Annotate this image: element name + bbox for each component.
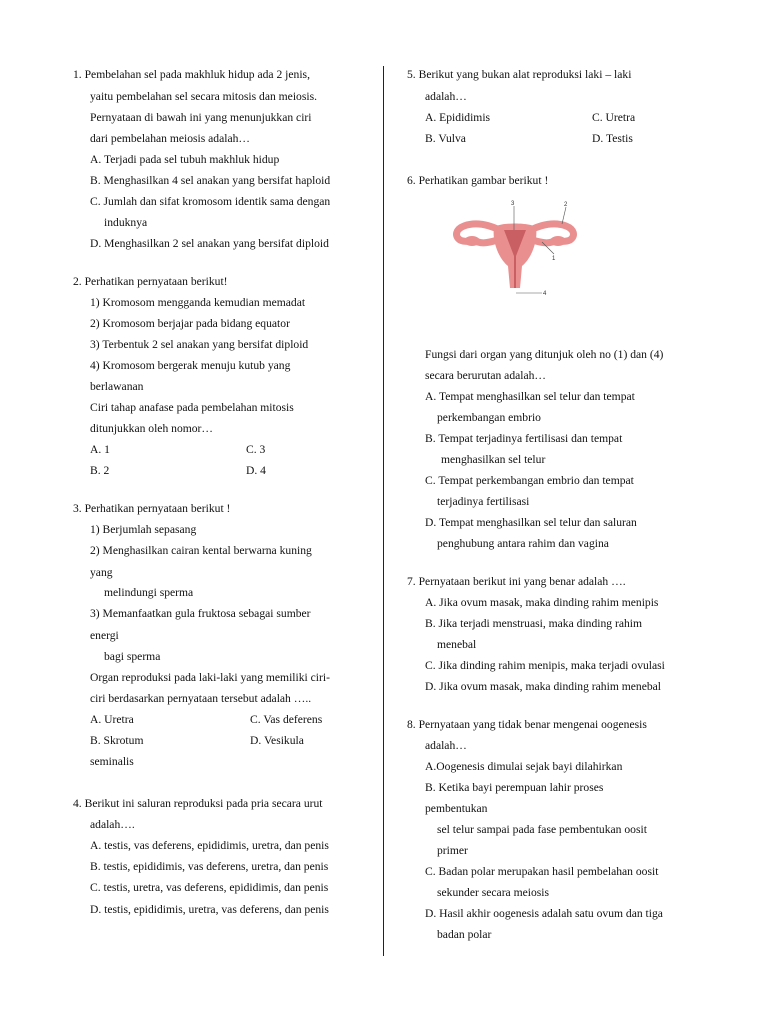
right-text-line: pembentukan [425, 802, 488, 815]
pointer-2 [562, 207, 566, 224]
left-text-line: C. Vas deferens [250, 713, 323, 726]
left-text-line: Organ reproduksi pada laki-laki yang memiliki ciri- [90, 671, 330, 684]
right-text-line: sel telur sampai pada fase pembentukan oosit [437, 823, 647, 836]
left-text-line: yaitu pembelahan sel secara mitosis dan meiosis. [90, 90, 317, 103]
right-text-line: C. Badan polar merupakan hasil pembelahan oosit [425, 865, 659, 878]
left-text-line: B. 2 [90, 464, 110, 477]
figure-label-1: 1 [552, 256, 556, 262]
left-text-line: 2) Kromosom berjajar pada bidang equator [90, 317, 290, 330]
left-text-line: ditunjukkan oleh nomor… [90, 422, 214, 435]
column-divider [383, 66, 384, 956]
left-text-line: 3) Terbentuk 2 sel anakan yang bersifat diploid [90, 338, 309, 351]
figure-label-4: 4 [543, 291, 547, 297]
right-text-line: C. Tempat perkembangan embrio dan tempat [425, 474, 634, 487]
left-text-line: 2. Perhatikan pernyataan berikut! [73, 275, 228, 288]
left-text-line: C. 3 [246, 443, 266, 456]
right-text-line: A. Tempat menghasilkan sel telur dan tempat [425, 390, 635, 403]
left-text-line: bagi sperma [104, 650, 161, 663]
left-text-line: Ciri tahap anafase pada pembelahan mitosis [90, 401, 294, 414]
left-text-line: D. Menghasilkan 2 sel anakan yang bersifat diploid [90, 237, 329, 250]
left-text-line: yang [90, 566, 113, 579]
left-text-line: 2) Menghasilkan cairan kental berwarna kuning [90, 544, 312, 557]
left-text-line: 4. Berikut ini saluran reproduksi pada pria secara urut [73, 797, 323, 810]
right-text-line: D. Jika ovum masak, maka dinding rahim menebal [425, 680, 662, 693]
left-text-line: Pernyataan di bawah ini yang menunjukkan ciri [90, 111, 312, 124]
left-text-line: melindungi sperma [104, 586, 194, 599]
figure-label-2: 2 [564, 202, 568, 208]
left-ovary [464, 236, 480, 246]
right-text-line: adalah… [425, 739, 467, 752]
left-text-line: adalah…. [90, 818, 135, 831]
right-text-line: A. Jika ovum masak, maka dinding rahim menipis [425, 596, 659, 609]
left-text-line: induknya [104, 216, 148, 229]
right-text-line: sekunder secara meiosis [437, 886, 550, 899]
right-text-line: A.Oogenesis dimulai sejak bayi dilahirkan [425, 760, 623, 773]
left-text-line: 1) Kromosom mengganda kemudian memadat [90, 296, 306, 309]
right-text-line: 6. Perhatikan gambar berikut ! [407, 174, 549, 187]
right-text-line: B. Tempat terjadinya fertilisasi dan tempat [425, 432, 623, 445]
right-text-line: B. Ketika bayi perempuan lahir proses [425, 781, 604, 794]
left-text-line: A. testis, vas deferens, epididimis, uretra, dan penis [90, 839, 329, 852]
left-text-line: A. Uretra [90, 713, 134, 726]
left-text-line: 3. Perhatikan pernyataan berikut ! [73, 502, 231, 515]
right-text-line: primer [437, 844, 468, 857]
left-text-line: A. 1 [90, 443, 110, 456]
left-text-line: D. 4 [246, 464, 266, 477]
right-text-line: C. Jika dinding rahim menipis, maka terjadi ovulasi [425, 659, 665, 672]
right-text-line: 8. Pernyataan yang tidak benar mengenai oogenesis [407, 718, 647, 731]
right-text-line: D. Tempat menghasilkan sel telur dan saluran [425, 516, 637, 529]
left-text-line: B. Skrotum [90, 734, 144, 747]
left-text-line: B. Menghasilkan 4 sel anakan yang bersifat haploid [90, 174, 331, 187]
right-text-line: penghubung antara rahim dan vagina [437, 537, 609, 550]
left-text-line: B. testis, epididimis, vas deferens, uretra, dan penis [90, 860, 329, 873]
right-text-line: menebal [437, 638, 477, 651]
right-text-line: menghasilkan sel telur [441, 453, 546, 466]
left-text-line: C. Jumlah dan sifat kromosom identik sama dengan [90, 195, 331, 208]
left-text-line: ciri berdasarkan pernyataan tersebut adalah ….. [90, 692, 312, 705]
left-text-line: 1) Berjumlah sepasang [90, 523, 197, 536]
right-text-line: Fungsi dari organ yang ditunjuk oleh no (1) dan (4) [425, 348, 664, 361]
left-text-line: A. Terjadi pada sel tubuh makhluk hidup [90, 153, 280, 166]
right-text-line: 5. Berikut yang bukan alat reproduksi laki – laki [407, 68, 632, 81]
right-text-line: A. Epididimis [425, 111, 491, 124]
left-text-line: D. Vesikula [250, 734, 304, 747]
left-text-line: 3) Memanfaatkan gula fruktosa sebagai sumber [90, 607, 311, 620]
uterus-diagram [450, 196, 580, 302]
figure-label-3: 3 [511, 201, 515, 207]
left-text-line: dari pembelahan meiosis adalah… [90, 132, 251, 145]
left-text-line: 4) Kromosom bergerak menuju kutub yang [90, 359, 291, 372]
right-ovary [550, 236, 566, 246]
right-text-line: perkembangan embrio [437, 411, 541, 424]
uterus-figure [450, 196, 580, 302]
right-text-line: D. Testis [592, 132, 633, 145]
left-text-line: D. testis, epididimis, uretra, vas deferens, dan penis [90, 903, 329, 916]
cervical-canal [514, 256, 516, 288]
right-text-line: 7. Pernyataan berikut ini yang benar adalah …. [407, 575, 626, 588]
left-text-line: berlawanan [90, 380, 144, 393]
right-text-line: D. Hasil akhir oogenesis adalah satu ovum dan tiga [425, 907, 663, 920]
left-text-line: C. testis, uretra, vas deferens, epididimis, dan penis [90, 881, 329, 894]
right-text-line: B. Vulva [425, 132, 466, 145]
right-text-line: secara berurutan adalah… [425, 369, 547, 382]
right-text-line: terjadinya fertilisasi [437, 495, 530, 508]
right-text-line: B. Jika terjadi menstruasi, maka dinding rahim [425, 617, 643, 630]
right-text-line: adalah… [425, 90, 467, 103]
left-text-line: 1. Pembelahan sel pada makhluk hidup ada 2 jenis, [73, 68, 310, 81]
left-text-line: seminalis [90, 755, 134, 768]
right-text-line: C. Uretra [592, 111, 636, 124]
left-text-line: energi [90, 629, 119, 642]
right-text-line: badan polar [437, 928, 492, 941]
